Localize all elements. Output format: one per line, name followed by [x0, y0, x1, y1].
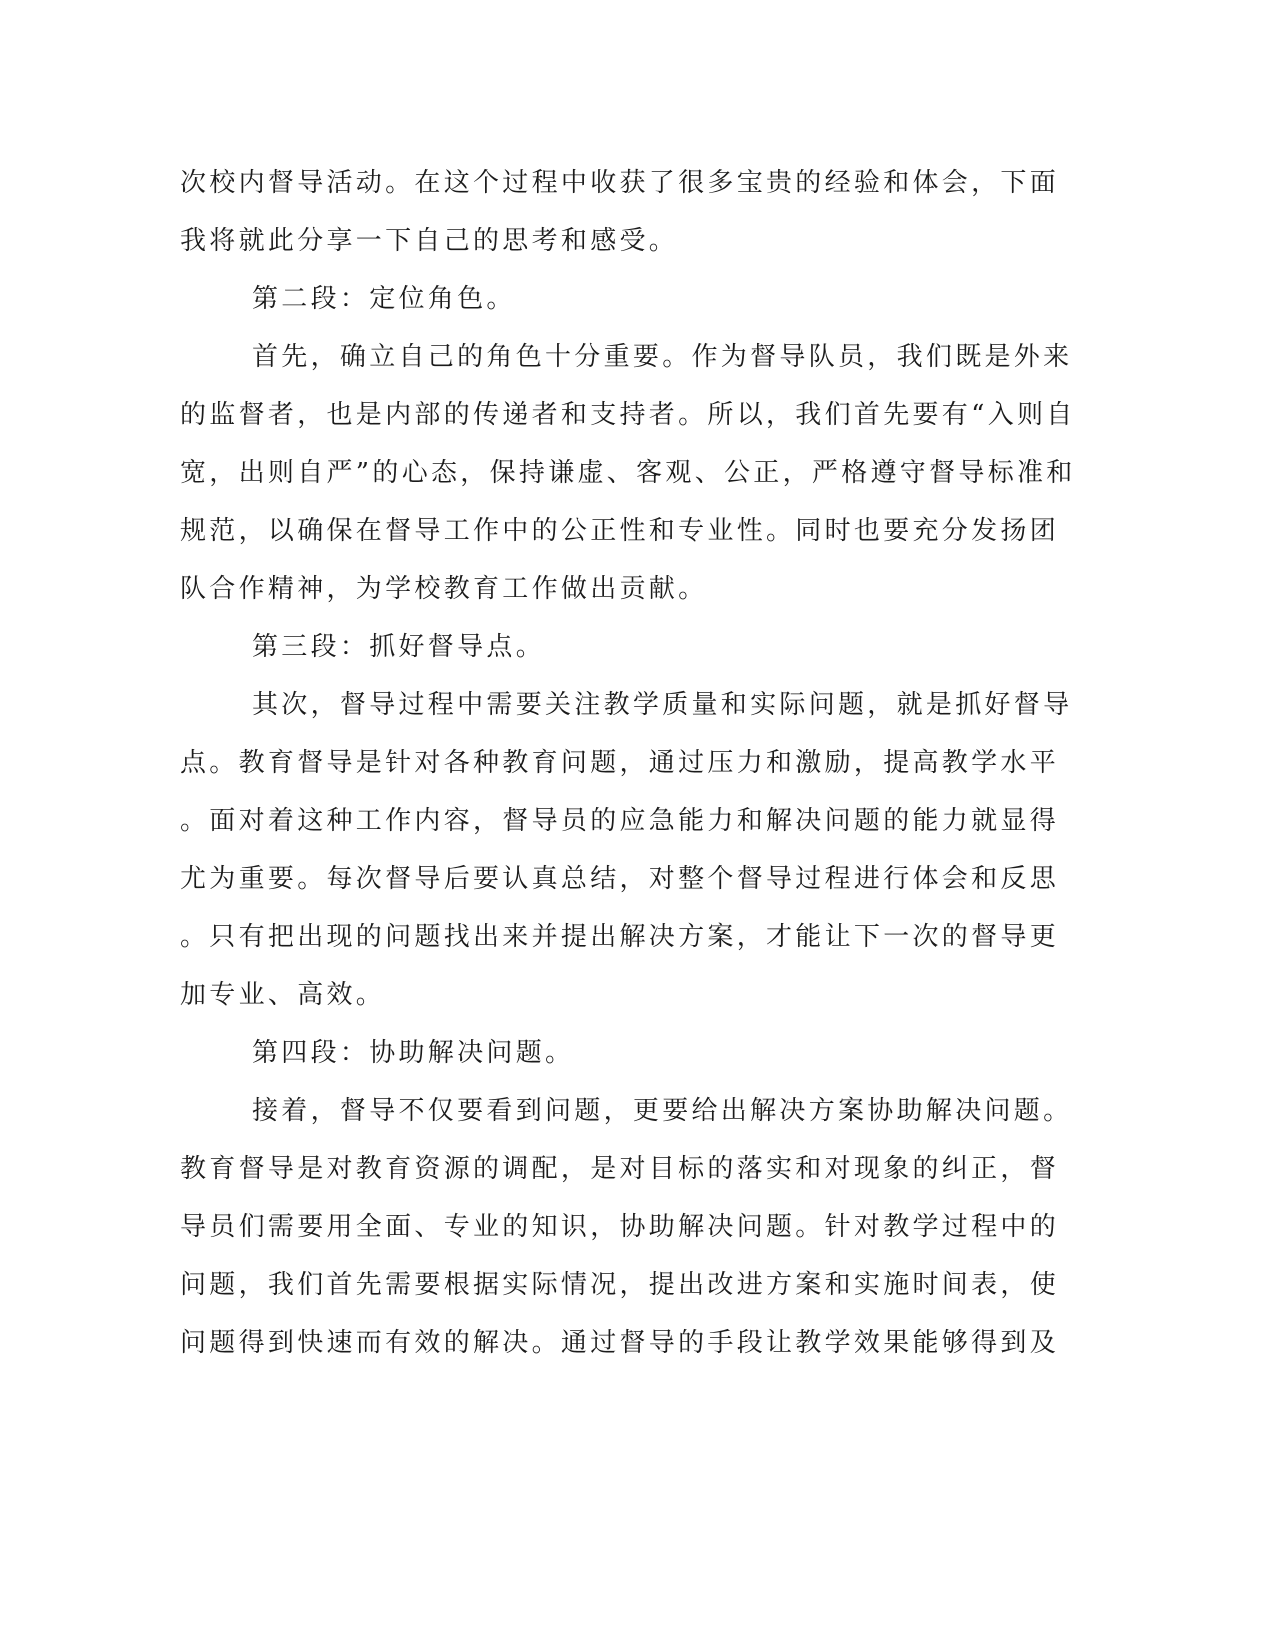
- text-line: 加专业、高效。: [180, 980, 386, 1010]
- text-line: 首先，确立自己的角色十分重要。作为督导队员，我们既是外来: [252, 342, 1073, 372]
- section-heading: 第三段：抓好督导点。: [252, 632, 546, 662]
- text-line: 宽，出则自严”的心态，保持谦虚、客观、公正，严格遵守督导标准和: [180, 458, 1076, 488]
- text-line: 。只有把出现的问题找出来并提出解决方案，才能让下一次的督导更: [180, 922, 1060, 952]
- text-line: 导员们需要用全面、专业的知识，协助解决问题。针对教学过程中的: [180, 1212, 1060, 1242]
- text-line: 尤为重要。每次督导后要认真总结，对整个督导过程进行体会和反思: [180, 864, 1060, 894]
- text-line: 问题得到快速而有效的解决。通过督导的手段让教学效果能够得到及: [180, 1328, 1060, 1358]
- text-line: 的监督者，也是内部的传递者和支持者。所以，我们首先要有“入则自: [180, 400, 1076, 430]
- section-heading: 第四段：协助解决问题。: [252, 1038, 575, 1068]
- text-line: 接着，督导不仅要看到问题，更要给出解决方案协助解决问题。: [252, 1096, 1073, 1126]
- text-line: 问题，我们首先需要根据实际情况，提出改进方案和实施时间表，使: [180, 1270, 1060, 1300]
- text-line: 次校内督导活动。在这个过程中收获了很多宝贵的经验和体会，下面: [180, 168, 1060, 198]
- text-line: 规范，以确保在督导工作中的公正性和专业性。同时也要充分发扬团: [180, 516, 1060, 546]
- text-line: 教育督导是对教育资源的调配，是对目标的落实和对现象的纠正，督: [180, 1154, 1060, 1184]
- text-line: 队合作精神，为学校教育工作做出贡献。: [180, 574, 708, 604]
- text-line: 点。教育督导是针对各种教育问题，通过压力和激励，提高教学水平: [180, 748, 1060, 778]
- section-heading: 第二段：定位角色。: [252, 284, 516, 314]
- text-line: 其次，督导过程中需要关注教学质量和实际问题，就是抓好督导: [252, 690, 1073, 720]
- text-line: 我将就此分享一下自己的思考和感受。: [180, 226, 679, 256]
- text-line: 。面对着这种工作内容，督导员的应急能力和解决问题的能力就显得: [180, 806, 1060, 836]
